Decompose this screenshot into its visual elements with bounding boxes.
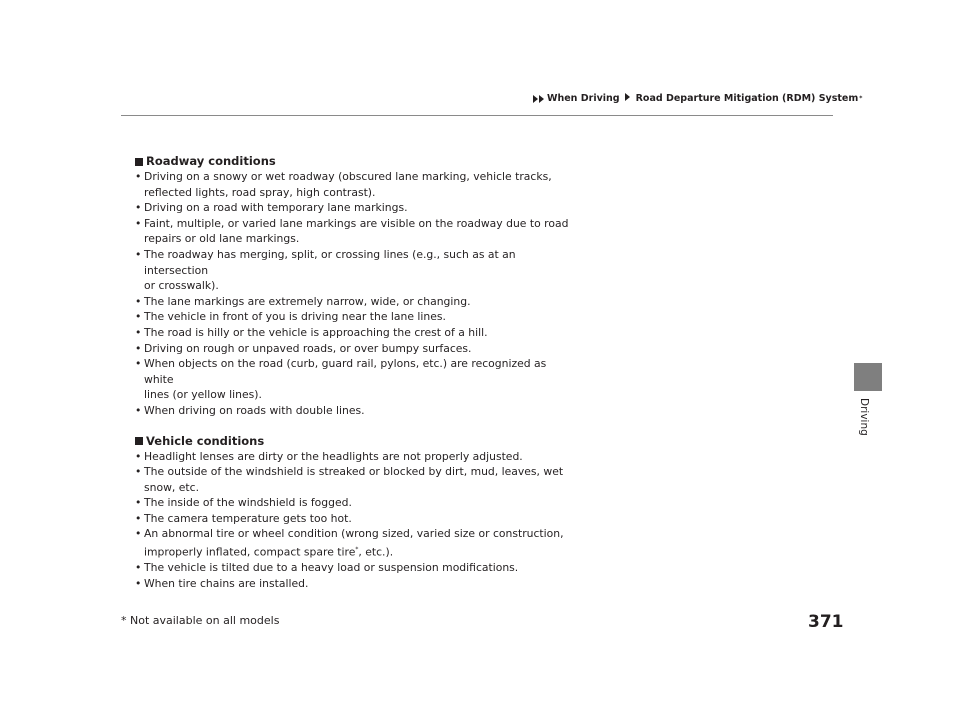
list-item: • When driving on roads with double lines. [135,403,575,419]
list-item: • The road is hilly or the vehicle is approaching the crest of a hill. [135,325,575,341]
breadcrumb-topic[interactable]: Road Departure Mitigation (RDM) System [635,93,859,104]
chapter-tab-marker[interactable] [854,363,882,391]
list-item: • When objects on the road (curb, guard rail, pylons, etc.) are recognized as white lines (or yellow lines). [135,356,575,403]
list-item: • The outside of the windshield is streaked or blocked by dirt, mud, leaves, wet snow, etc. [135,464,575,495]
list-item: • The lane markings are extremely narrow, wide, or changing. [135,294,575,310]
section-spacer [135,419,575,434]
list-item: • Headlight lenses are dirty or the headlights are not properly adjusted. [135,449,575,465]
list-item: • When tire chains are installed. [135,576,575,592]
roadway-conditions-list [135,169,575,419]
footnote-marker[interactable]: * [355,546,359,554]
list-item: • The vehicle is tilted due to a heavy load or suspension modifications. [135,560,575,576]
list-item: • The inside of the windshield is fogged. [135,495,575,511]
list-item: • The vehicle in front of you is driving near the lane lines. [135,309,575,325]
page-content [135,154,575,591]
breadcrumb-footnote-marker: * [859,95,863,102]
breadcrumb-arrow-icon [533,95,538,103]
section-heading-vehicle [135,434,575,449]
page-number: 371 [808,612,844,632]
section-heading-text: Vehicle conditions [146,433,265,448]
section-heading-text: Roadway conditions [146,154,276,168]
breadcrumb-section[interactable]: When Driving [547,93,620,104]
vehicle-conditions-list [135,449,575,592]
section-heading-roadway [135,154,575,169]
breadcrumb [533,93,862,104]
list-item: • Driving on rough or unpaved roads, or over bumpy surfaces. [135,341,575,357]
list-item: • Driving on a road with temporary lane markings. [135,200,575,216]
breadcrumb-arrow-icon [625,93,630,101]
breadcrumb-arrow-icon [539,95,544,103]
header-divider [121,115,833,116]
list-item: • Driving on a snowy or wet roadway (obscured lane marking, vehicle tracks, reflected lights, road spray, high contrast). [135,169,575,200]
list-item: • The camera temperature gets too hot. [135,511,575,527]
list-item: • The roadway has merging, split, or crossing lines (e.g., such as at an intersection or crosswalk). [135,247,575,294]
square-bullet-icon [135,437,143,445]
breadcrumb-separator [623,93,633,104]
chapter-tab-label: Driving [858,398,870,436]
footnote: * Not available on all models [121,614,280,627]
list-item: • An abnormal tire or wheel condition (wrong sized, varied size or construction, improperly inflated, compact spare tire*, etc.). [135,526,575,560]
square-bullet-icon [135,158,143,166]
list-item: • Faint, multiple, or varied lane markings are visible on the roadway due to road repairs or old lane markings. [135,216,575,247]
